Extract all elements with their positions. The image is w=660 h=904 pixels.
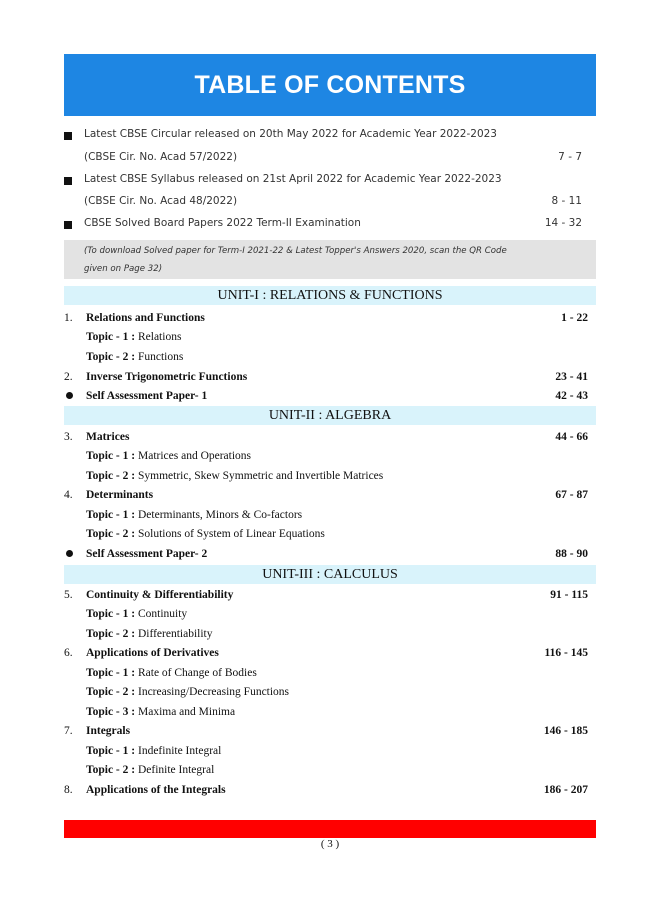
topic-row[interactable] bbox=[64, 664, 596, 682]
topic-label: Topic - 1 : bbox=[86, 331, 136, 343]
qr-note-line: given on Page 32) bbox=[84, 264, 163, 274]
chapter-title: Inverse Trigonometric Functions bbox=[86, 371, 248, 383]
chapter-row[interactable] bbox=[64, 428, 596, 446]
chapter-pages: 23 - 41 bbox=[555, 371, 588, 383]
unit-heading: UNIT-I : RELATIONS & FUNCTIONS bbox=[64, 286, 596, 305]
chapter-number: 6. bbox=[64, 647, 73, 659]
footer-bar bbox=[64, 820, 596, 838]
intro-item-text: Latest CBSE Syllabus released on 21st April 2022 for Academic Year 2022-2023 bbox=[84, 173, 502, 185]
topic-label: Topic - 2 : bbox=[86, 628, 136, 640]
chapter-title: Applications of the Integrals bbox=[86, 784, 226, 796]
chapter-title: Matrices bbox=[86, 431, 130, 443]
qr-note-line: (To download Solved paper for Term-I 2021-22 & Latest Topper's Answers 2020, scan the QR Code bbox=[84, 246, 507, 256]
topic-row[interactable] bbox=[64, 506, 596, 524]
chapter-row[interactable] bbox=[64, 486, 596, 504]
assessment-row[interactable] bbox=[64, 545, 596, 563]
topic-label: Topic - 1 : bbox=[86, 667, 136, 679]
intro-item[interactable] bbox=[64, 217, 596, 235]
topic-row[interactable] bbox=[64, 525, 596, 543]
chapter-pages: 67 - 87 bbox=[555, 489, 588, 501]
page-number: ( 3 ) bbox=[320, 838, 340, 850]
intro-item-sub bbox=[64, 151, 596, 169]
topic-label: Topic - 1 : bbox=[86, 450, 136, 462]
intro-item-sub bbox=[64, 195, 596, 213]
chapter-number: 8. bbox=[64, 784, 73, 796]
chapter-row[interactable] bbox=[64, 722, 596, 740]
chapter-title: Integrals bbox=[86, 725, 131, 737]
unit-heading: UNIT-II : ALGEBRA bbox=[64, 406, 596, 425]
topic-row[interactable] bbox=[64, 683, 596, 701]
topic-label: Topic - 2 : bbox=[86, 764, 136, 776]
topic-row[interactable] bbox=[64, 348, 596, 366]
topic-name: Differentiability bbox=[137, 628, 213, 640]
assessment-pages: 88 - 90 bbox=[555, 548, 588, 560]
topic-row[interactable] bbox=[64, 761, 596, 779]
topic-name: Functions bbox=[137, 351, 184, 363]
topic-row[interactable] bbox=[64, 625, 596, 643]
square-bullet-icon bbox=[64, 177, 72, 185]
chapter-pages: 44 - 66 bbox=[555, 431, 588, 443]
topic-name: Indefinite Integral bbox=[137, 745, 222, 757]
intro-item-pages: 14 - 32 bbox=[544, 217, 582, 229]
intro-item-pages: 8 - 11 bbox=[551, 195, 582, 207]
topic-name: Rate of Change of Bodies bbox=[137, 667, 257, 679]
page-title: TABLE OF CONTENTS bbox=[194, 70, 466, 99]
intro-item[interactable] bbox=[64, 173, 596, 191]
topic-name: Maxima and Minima bbox=[137, 706, 236, 718]
topic-name: Definite Integral bbox=[137, 764, 215, 776]
chapter-number: 4. bbox=[64, 489, 73, 501]
topic-name: Symmetric, Skew Symmetric and Invertible Matrices bbox=[137, 470, 384, 482]
chapter-title: Continuity & Differentiability bbox=[86, 589, 234, 601]
chapter-number: 2. bbox=[64, 371, 73, 383]
topic-name: Matrices and Operations bbox=[137, 450, 252, 462]
assessment-title: Self Assessment Paper- 1 bbox=[86, 390, 208, 402]
chapter-row[interactable] bbox=[64, 368, 596, 386]
chapter-number: 5. bbox=[64, 589, 73, 601]
topic-label: Topic - 2 : bbox=[86, 528, 136, 540]
chapter-row[interactable] bbox=[64, 309, 596, 327]
round-bullet-icon bbox=[66, 392, 73, 399]
chapter-row[interactable] bbox=[64, 781, 596, 799]
topic-row[interactable] bbox=[64, 742, 596, 760]
topic-row[interactable] bbox=[64, 328, 596, 346]
topic-row[interactable] bbox=[64, 703, 596, 721]
intro-item-subtext: (CBSE Cir. No. Acad 57/2022) bbox=[84, 151, 238, 163]
unit-heading: UNIT-III : CALCULUS bbox=[64, 565, 596, 584]
assessment-pages: 42 - 43 bbox=[555, 390, 588, 402]
topic-row[interactable] bbox=[64, 605, 596, 623]
chapter-title: Determinants bbox=[86, 489, 154, 501]
topic-label: Topic - 3 : bbox=[86, 706, 136, 718]
chapter-pages: 146 - 185 bbox=[543, 725, 588, 737]
intro-item-pages: 7 - 7 bbox=[558, 151, 582, 163]
qr-note bbox=[64, 240, 596, 279]
topic-label: Topic - 2 : bbox=[86, 686, 136, 698]
assessment-title: Self Assessment Paper- 2 bbox=[86, 548, 208, 560]
square-bullet-icon bbox=[64, 221, 72, 229]
chapter-number: 7. bbox=[64, 725, 73, 737]
intro-item-subtext: (CBSE Cir. No. Acad 48/2022) bbox=[84, 195, 238, 207]
round-bullet-icon bbox=[66, 550, 73, 557]
topic-label: Topic - 1 : bbox=[86, 745, 136, 757]
topic-name: Determinants, Minors & Co-factors bbox=[137, 509, 303, 521]
topic-name: Increasing/Decreasing Functions bbox=[137, 686, 290, 698]
topic-row[interactable] bbox=[64, 447, 596, 465]
square-bullet-icon bbox=[64, 132, 72, 140]
topic-label: Topic - 1 : bbox=[86, 509, 136, 521]
title-banner bbox=[64, 54, 596, 116]
chapter-number: 1. bbox=[64, 312, 73, 324]
chapter-pages: 116 - 145 bbox=[544, 647, 588, 659]
chapter-pages: 1 - 22 bbox=[561, 312, 588, 324]
chapter-number: 3. bbox=[64, 431, 73, 443]
intro-item-text: CBSE Solved Board Papers 2022 Term-II Examination bbox=[84, 217, 361, 229]
chapter-pages: 186 - 207 bbox=[543, 784, 588, 796]
intro-item-text: Latest CBSE Circular released on 20th May 2022 for Academic Year 2022-2023 bbox=[84, 128, 497, 140]
assessment-row[interactable] bbox=[64, 387, 596, 405]
intro-item[interactable] bbox=[64, 128, 596, 146]
chapter-title: Applications of Derivatives bbox=[86, 647, 219, 659]
chapter-title: Relations and Functions bbox=[86, 312, 205, 324]
topic-label: Topic - 1 : bbox=[86, 608, 136, 620]
topic-name: Relations bbox=[137, 331, 182, 343]
chapter-row[interactable] bbox=[64, 586, 596, 604]
topic-label: Topic - 2 : bbox=[86, 470, 136, 482]
chapter-row[interactable] bbox=[64, 644, 596, 662]
chapter-pages: 91 - 115 bbox=[550, 589, 588, 601]
topic-name: Solutions of System of Linear Equations bbox=[137, 528, 325, 540]
topic-name: Continuity bbox=[137, 608, 188, 620]
topic-label: Topic - 2 : bbox=[86, 351, 136, 363]
topic-row[interactable] bbox=[64, 467, 596, 485]
